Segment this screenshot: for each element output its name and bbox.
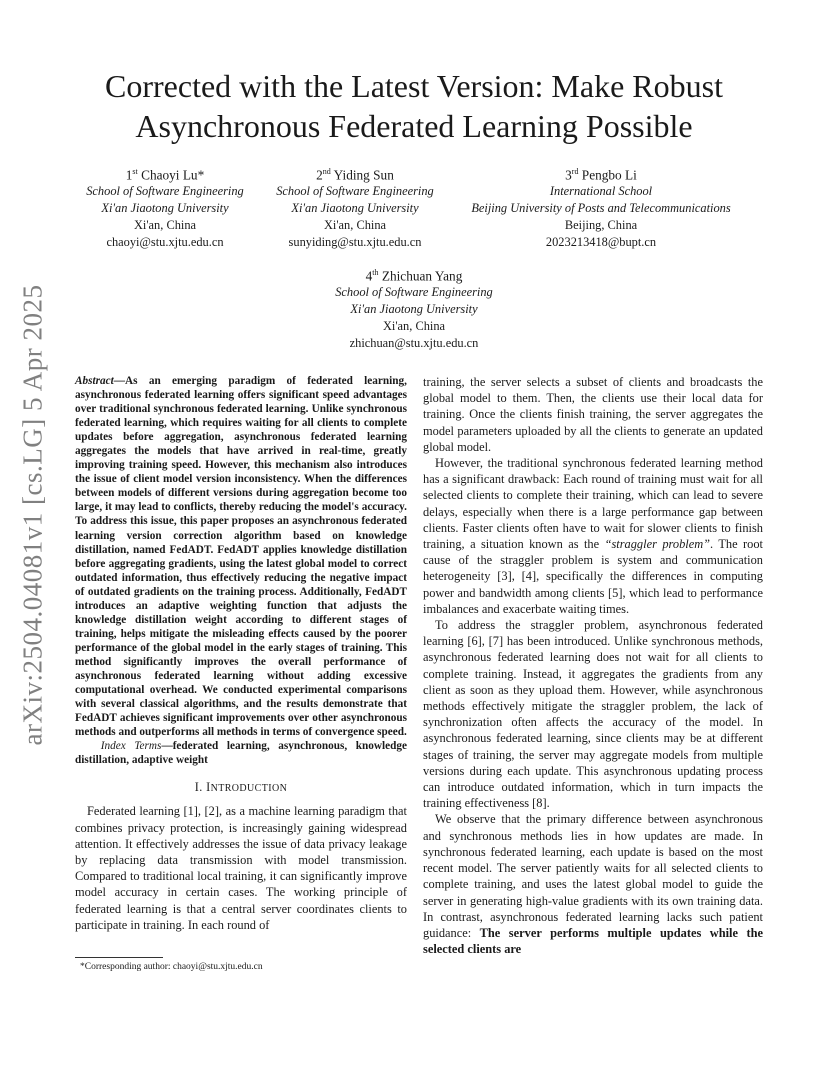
paragraph-observation: We observe that the primary difference between asynchronous and synchronous methods lies in how updates are made. In synchronous federated learning, each update is based on the most recent model. The server patiently waits for all selected clients to complete training, and uses the latest global model to guide the server in generating high-value gradients with its own training data. In contrast, asynchronous federated learning lacks such patient guidance: The server performs multiple updates while the selected clients are	[423, 812, 763, 957]
author-email: zhichuan@stu.xjtu.edu.cn	[349, 336, 479, 351]
author-block-1	[60, 163, 270, 251]
right-column	[423, 374, 763, 957]
author-institution: Beijing University of Posts and Telecommunications	[471, 201, 731, 216]
author-location: Xi'an, China	[133, 218, 197, 233]
index-terms-label: Index Terms	[100, 740, 162, 753]
intro-paragraph: Federated learning [1], [2], as a machine learning paradigm that combines privacy protection, is increasingly gaining widespread attention. It effectively addresses the issue of data privacy leakage by replacing data transmission with model transmission. Compared to traditional local training, it can significantly improve model accuracy in certain cases. The working principle of federated learning is that a central server coordinates clients to participate in training. In each round of	[75, 804, 407, 932]
author-institution: Xi'an Jiaotong University	[350, 302, 478, 317]
author-block-2	[255, 163, 455, 251]
paragraph-asynchronous: To address the straggler problem, asynchronous federated learning [6], [7] has been introduced. Unlike synchronous methods, asynchronous federated learning does not wait for all clients to complete training. Instead, it aggregates the gradients from any client as soon as they upload them. However, while asynchronous methods effectively mitigate the straggler problem, the lack of synchronization often affects the accuracy of the model. In asynchronous federated learning, since clients may be at different stages of training, the server may aggregate models from multiple versions during each update. This asynchronous updating process can introduce outdated information, which in turn impacts the training effectiveness [8].	[423, 618, 763, 811]
footnote: *Corresponding author: chaoyi@stu.xjtu.edu.cn	[80, 962, 263, 972]
arxiv-identifier-text: arXiv:2504.04081v1 [cs.LG] 5 Apr 2025	[17, 284, 48, 746]
paragraph-straggler: However, the traditional synchronous federated learning method has a significant drawback: Each round of training must wait for all selected clients to complete their training, which can lead to severe delays, especially when there is a large performance gap between clients. Faster clients often have to wait for slower clients to finish training, a situation known as the “straggler problem”. The root cause of the straggler problem is system and communication heterogeneity [3], [4], specifically the differences in computing power and bandwidth among clients [5], which lead to performance imbalances and exacerbate waiting times.	[423, 456, 763, 616]
author-email: sunyiding@stu.xjtu.edu.cn	[288, 235, 422, 250]
footnote-divider	[75, 957, 163, 958]
index-terms-text: —federated learning, asynchronous, knowledge distillation, adaptive weight	[75, 740, 407, 767]
bold-statement: The server performs multiple updates while the selected clients are	[423, 925, 763, 957]
title-line-2: Asynchronous Federated Learning Possible	[135, 108, 693, 144]
author-name-line: 4th Zhichuan Yang	[365, 268, 463, 284]
author-department: School of Software Engineering	[276, 184, 434, 199]
paper-title	[60, 66, 768, 146]
author-name: Chaoyi Lu*	[141, 167, 205, 183]
author-name-line: 3rd Pengbo Li	[565, 167, 637, 183]
author-location: Beijing, China	[564, 218, 638, 233]
abstract-text: —As an emerging paradigm of federated learning, asynchronous federated learning offers significant speed advantages over traditional synchronous federated learning. Unlike synchronous federated learning, which requires waiting for all clients to complete updates before aggregation, asynchronous federated learning aggregates the models that have arrived in real-time, greatly improving training speed. However, this mechanism also introduces the issue of client model version inconsistency. When the differences between models of different versions during aggregation become too large, it may lead to conflicts, thereby reducing the model's accuracy. To address this issue, this paper proposes an asynchronous federated learning version correction algorithm based on knowledge distillation, named FedADT. FedADT applies knowledge distillation before aggregating gradients, using the latest global model to correct outdated information, thus effectively reducing the negative impact of outdated gradients on the training process. Additionally, FedADT introduces an adaptive weighting function that adjusts the knowledge distillation weight according to different stages of training, helps mitigate the misleading effects caused by the poorer performance of the global model in the early stages of training. This method significantly improves the overall performance of asynchronous federated learning without adding excessive computational overhead. We conducted experimental comparisons with several classical algorithms, and the results demonstrate that FedADT achieves significant improvements over other asynchronous methods and outperforms all methods in terms of convergence speed.	[75, 375, 407, 739]
author-name: Pengbo Li	[581, 167, 637, 183]
index-terms	[75, 739, 407, 767]
author-name: Zhichuan Yang	[381, 268, 463, 284]
author-name: Yiding Sun	[333, 167, 394, 183]
author-location: Xi'an, China	[382, 319, 446, 334]
author-institution: Xi'an Jiaotong University	[291, 201, 419, 216]
abstract	[75, 374, 407, 739]
paragraph-continuation: training, the server selects a subset of clients and broadcasts the global model to them. Then, the clients use their local data for training. Once the clients finish training, the server aggregates the model parameters uploaded by all the clients to generate an updated global model.	[423, 375, 763, 454]
author-email: 2023213418@bupt.cn	[545, 235, 657, 250]
emphasis-straggler-problem: “straggler problem”	[604, 537, 711, 552]
author-department: School of Software Engineering	[86, 184, 244, 199]
author-department: School of Software Engineering	[335, 285, 493, 300]
author-location: Xi'an, China	[323, 218, 387, 233]
left-column	[75, 374, 407, 933]
section-heading-introduction: I. INTRODUCTION	[194, 780, 288, 795]
author-block-4	[310, 264, 518, 352]
author-block-3	[450, 163, 752, 251]
author-institution: Xi'an Jiaotong University	[101, 201, 229, 216]
author-email: chaoyi@stu.xjtu.edu.cn	[106, 235, 224, 250]
arxiv-identifier-stamp	[14, 284, 52, 746]
author-department: International School	[549, 184, 653, 199]
author-name-line: 1st Chaoyi Lu*	[125, 167, 205, 183]
author-name-line: 2nd Yiding Sun	[316, 167, 394, 183]
abstract-label: Abstract	[75, 375, 114, 387]
title-line-1: Corrected with the Latest Version: Make Robust	[105, 68, 723, 104]
